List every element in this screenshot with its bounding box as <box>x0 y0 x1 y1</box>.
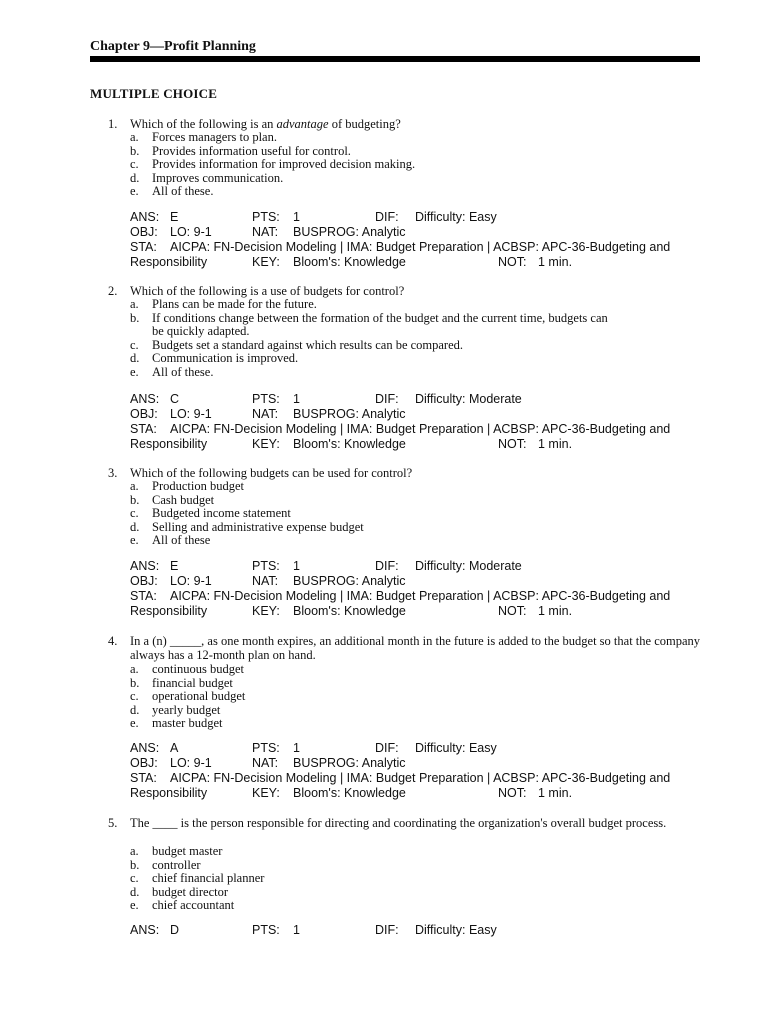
answer-value: E <box>170 559 179 573</box>
choice-c: c. operational budget <box>130 689 246 704</box>
question-stem: Which of the following is a use of budgets for control? <box>130 284 405 298</box>
answer-metadata: ANS: D PTS: 1 DIF: Difficulty: Easy <box>130 923 497 937</box>
question-stem: Which of the following is an advantage of budgeting? <box>130 117 401 131</box>
answer-value: E <box>170 210 179 224</box>
answer-choices <box>130 663 702 731</box>
question-stem: In a (n) _____, as one month expires, an additional month in the future is added to the budget so that the company always has a 12-month plan on hand. <box>130 634 701 662</box>
question-number: 3. <box>108 466 118 480</box>
question-number: 4. <box>108 634 118 648</box>
choice-d: d. Improves communication. <box>130 170 284 185</box>
question-number: 5. <box>108 816 118 830</box>
choice-d: d. Selling and administrative expense budget <box>130 519 364 534</box>
answer-value: C <box>170 392 180 406</box>
choice-c: c. Provides information for improved decision making. <box>130 157 416 172</box>
choice-e: e. chief accountant <box>130 898 235 913</box>
question-stem: The ____ is the person responsible for directing and coordinating the organization's overall budget process. <box>130 816 667 830</box>
choice-b: b. If conditions change between the formation of the budget and the current time, budgets can be quickly adapted. <box>130 310 608 339</box>
choice-e: e. All of these. <box>130 184 214 199</box>
section-title: MULTIPLE CHOICE <box>90 86 218 101</box>
answer-value: D <box>170 923 180 937</box>
question-number: 2. <box>108 284 118 298</box>
choice-a: a. budget master <box>130 844 223 858</box>
answer-choices <box>130 845 702 913</box>
choice-e: e. master budget <box>130 716 223 731</box>
answer-metadata: ANS: E PTS: 1 DIF: Difficulty: Moderate OBJ: LO: 9-1 NAT: BUSPROG: Analytic STA: AICPA: FN-Decision Modeling | IMA: Budget Preparation | ACBSP: APC-36-Budgeting and Responsibility KEY: Bloom's: Knowledge NOT: 1 min. <box>130 559 671 618</box>
answer-choices <box>130 131 702 199</box>
choice-e: e. All of these <box>130 533 211 548</box>
question-number: 1. <box>108 117 118 131</box>
choice-a: a. continuous budget <box>130 662 245 676</box>
choice-a: a. Forces managers to plan. <box>130 130 277 144</box>
answer-choices <box>130 298 702 380</box>
choice-b: b. Provides information useful for control. <box>130 143 351 158</box>
question-stem: Which of the following budgets can be used for control? <box>130 466 413 480</box>
choice-b: b. Cash budget <box>130 492 215 507</box>
choice-d: d. budget director <box>130 884 229 899</box>
choice-d: d. yearly budget <box>130 702 221 717</box>
chapter-title: Chapter 9—Profit Planning <box>90 39 256 54</box>
choice-b: b. controller <box>130 857 201 872</box>
choice-c: c. chief financial planner <box>130 871 265 886</box>
header-rule <box>90 56 700 62</box>
choice-c: c. Budgeted income statement <box>130 506 291 521</box>
answer-metadata: ANS: E PTS: 1 DIF: Difficulty: Easy OBJ: LO: 9-1 NAT: BUSPROG: Analytic STA: AICPA: FN-Decision Modeling | IMA: Budget Preparation | ACBSP: APC-36-Budgeting and Responsibility KEY: Bloom's: Knowledge NOT: 1 min. <box>130 210 671 269</box>
answer-value: A <box>170 741 179 755</box>
answer-metadata: ANS: A PTS: 1 DIF: Difficulty: Easy OBJ: LO: 9-1 NAT: BUSPROG: Analytic STA: AICPA: FN-Decision Modeling | IMA: Budget Preparation | ACBSP: APC-36-Budgeting and Responsibility KEY: Bloom's: Knowledge NOT: 1 min. <box>130 741 671 800</box>
choice-c: c. Budgets set a standard against which results can be compared. <box>130 337 464 352</box>
choice-b: b. financial budget <box>130 675 233 690</box>
answer-choices <box>130 480 702 548</box>
choice-e: e. All of these. <box>130 364 214 379</box>
choice-d: d. Communication is improved. <box>130 351 299 366</box>
answer-metadata: ANS: C PTS: 1 DIF: Difficulty: Moderate OBJ: LO: 9-1 NAT: BUSPROG: Analytic STA: AICPA: FN-Decision Modeling | IMA: Budget Preparation | ACBSP: APC-36-Budgeting and Responsibility KEY: Bloom's: Knowledge NOT: 1 min. <box>130 392 671 451</box>
choice-a: a. Production budget <box>130 479 245 493</box>
choice-a: a. Plans can be made for the future. <box>130 297 317 311</box>
